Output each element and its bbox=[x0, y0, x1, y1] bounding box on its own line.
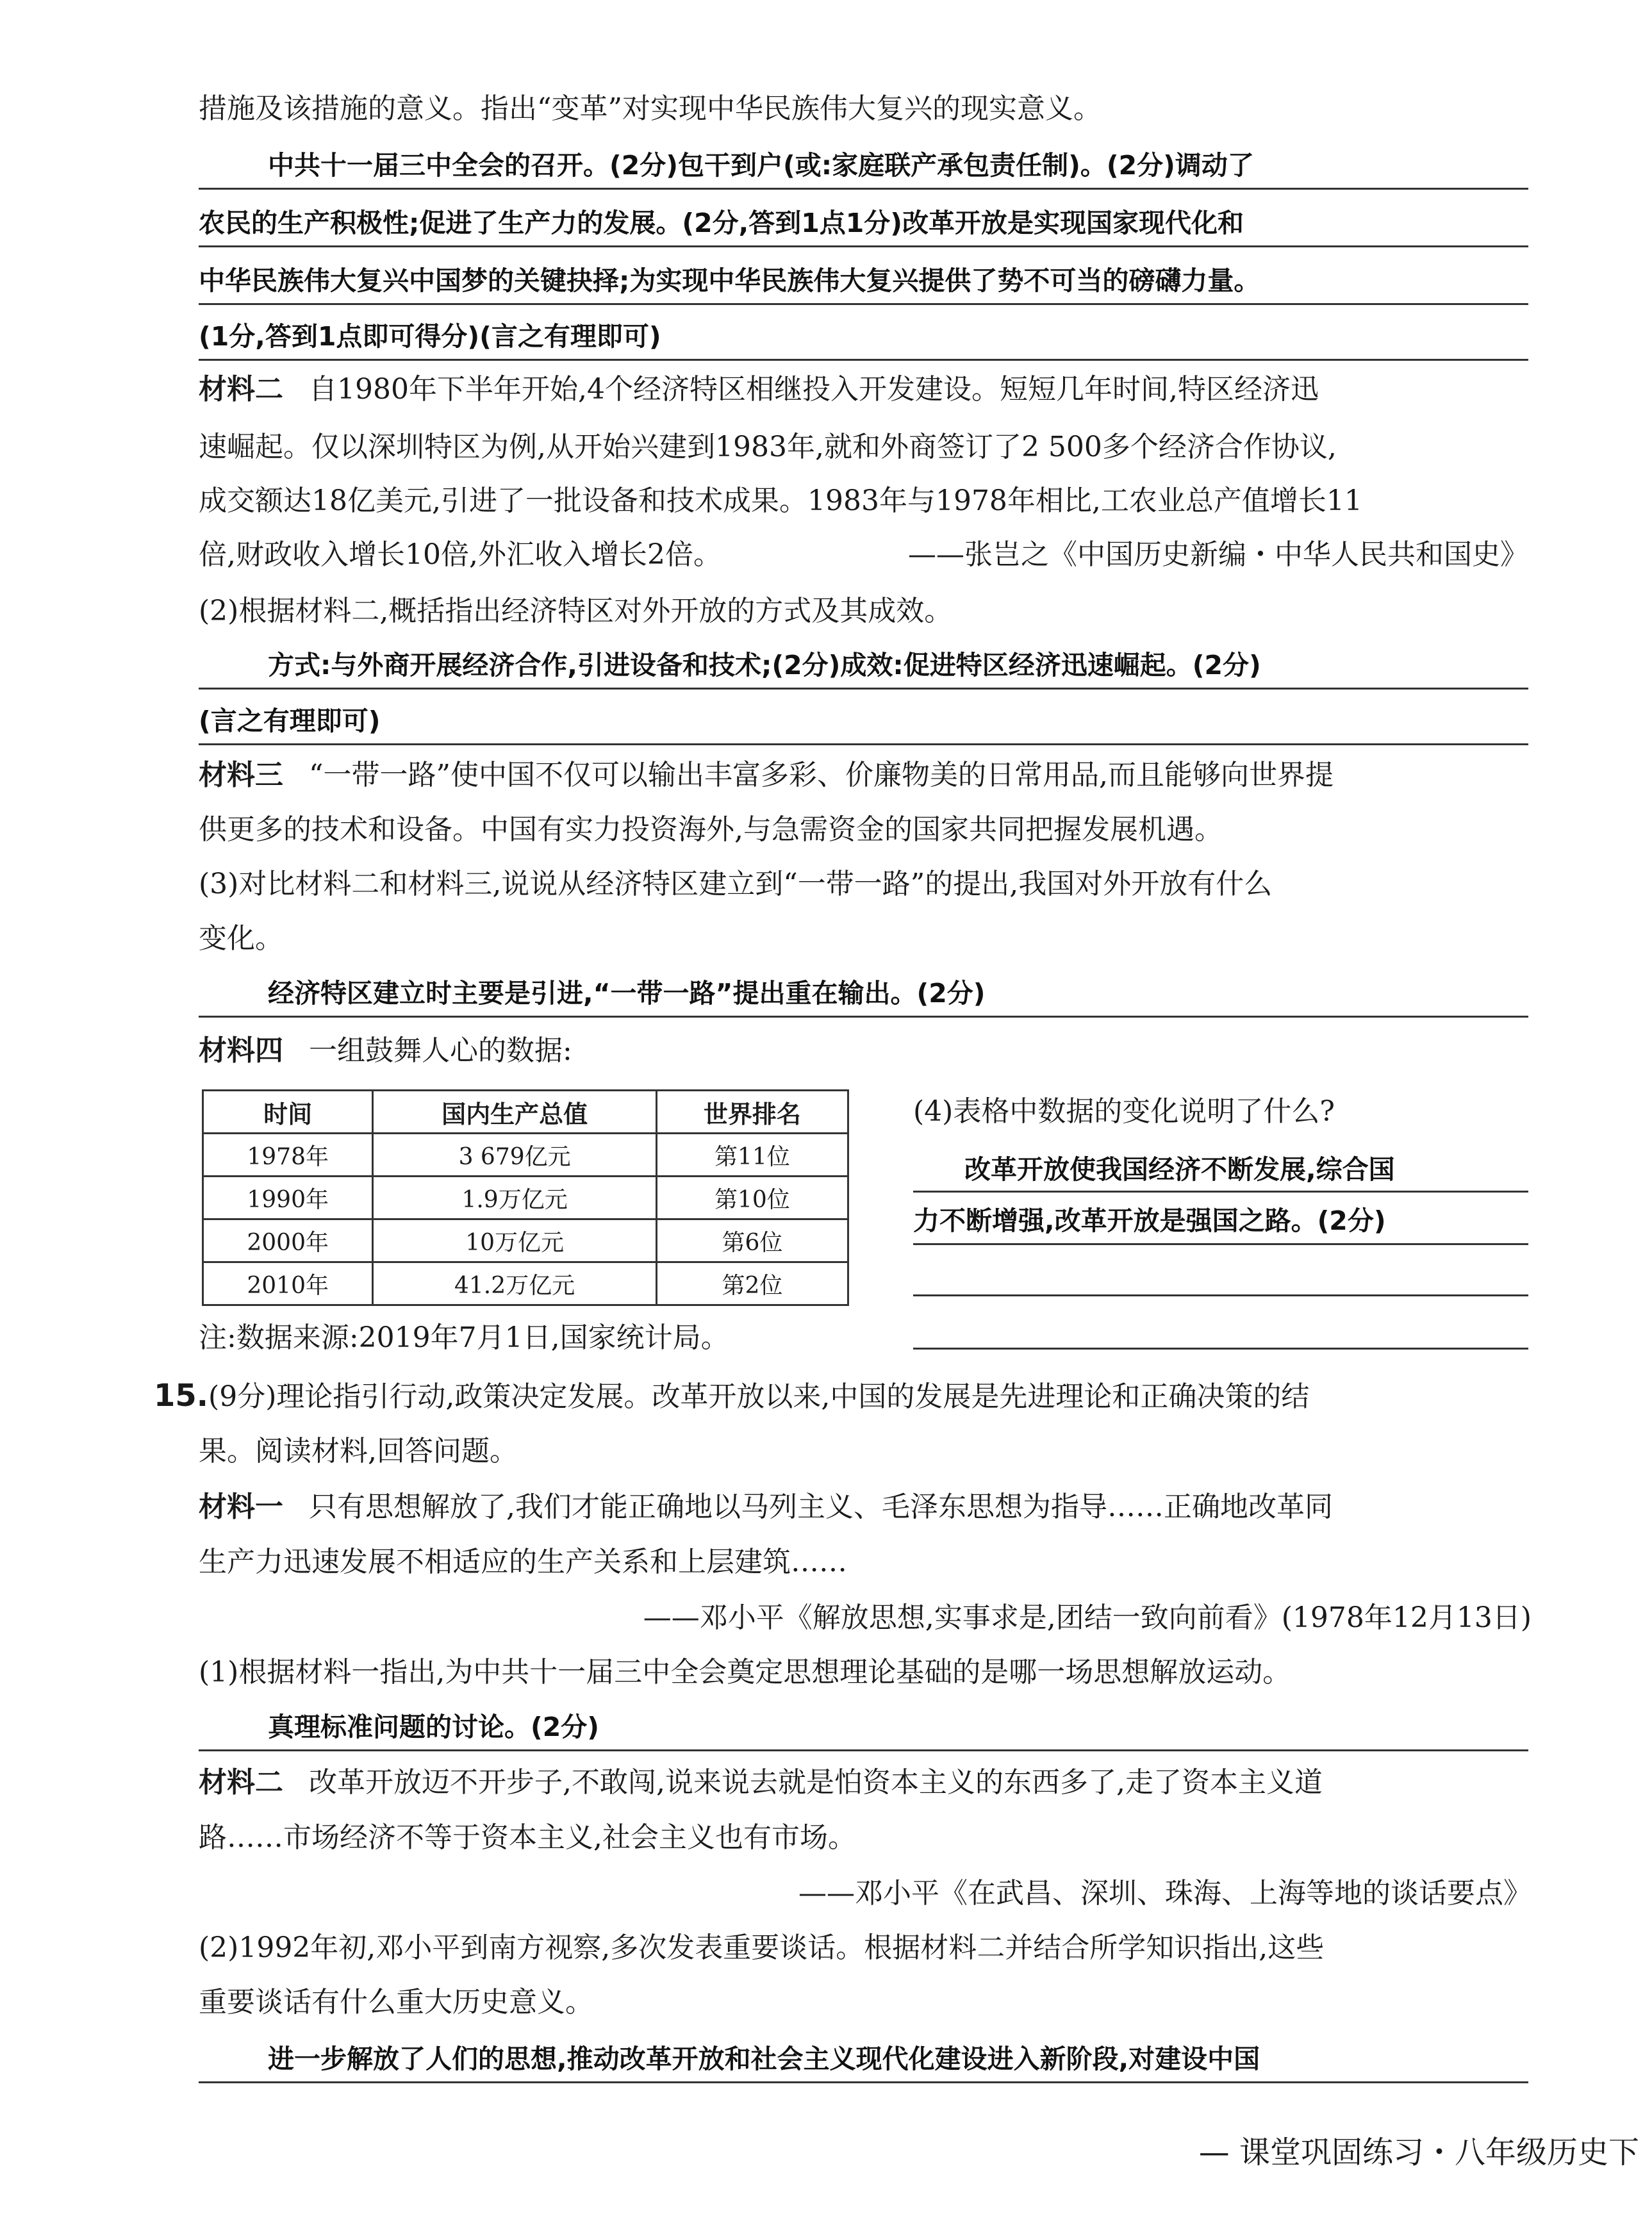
question-text: (3)对比材料二和材料三,说说从经济特区建立到“一带一路”的提出,我国对外开放有什么 bbox=[199, 868, 1273, 900]
table-cell: 3 679亿元 bbox=[373, 1134, 656, 1177]
material-label: 材料二 bbox=[199, 373, 283, 406]
table-row bbox=[203, 1177, 848, 1219]
material-two-line: 材料二 自1980年下半年开始,4个经济特区相继投入开发建设。短短几年时间,特区经济迅 bbox=[199, 373, 1319, 406]
answer-line: 农民的生产积极性;促进了生产力的发展。(2分,答到1点1分)改革开放是实现国家现代化和 bbox=[199, 208, 1244, 238]
material-text: 成交额达18亿美元,引进了一批设备和技术成果。1983年与1978年相比,工农业总产值增长11 bbox=[199, 484, 1362, 517]
answer-line: 经济特区建立时主要是引进,“一带一路”提出重在输出。(2分) bbox=[268, 978, 986, 1009]
question-15-stem: 15.(9分)理论指引行动,政策决定发展。改革开放以来,中国的发展是先进理论和正确决策的结 bbox=[154, 1378, 1310, 1414]
question-text: 果。阅读材料,回答问题。 bbox=[199, 1435, 518, 1467]
answer-rule bbox=[199, 359, 1528, 361]
table-cell: 1978年 bbox=[203, 1134, 373, 1177]
answer-rule bbox=[199, 743, 1528, 745]
material-text: 生产力迅速发展不相适应的生产关系和上层建筑…… bbox=[199, 1546, 847, 1578]
gdp-data-table bbox=[202, 1089, 849, 1306]
question-text: 重要谈话有什么重大历史意义。 bbox=[199, 1986, 593, 2019]
answer-rule bbox=[199, 188, 1528, 190]
material-two-line-q15: 材料二 改革开放迈不开步子,不敢闯,说来说去就是怕资本主义的东西多了,走了资本主义道 bbox=[199, 1766, 1323, 1799]
answer-line: 改革开放使我国经济不断发展,综合国 bbox=[964, 1154, 1395, 1185]
page-footer: — 课堂巩固练习・八年级历史下 bbox=[1198, 2135, 1639, 2170]
question-text: (2)根据材料二,概括指出经济特区对外开放的方式及其成效。 bbox=[199, 595, 953, 627]
question-text: (2)1992年初,邓小平到南方视察,多次发表重要谈话。根据材料二并结合所学知识指出,这些 bbox=[199, 1931, 1325, 1964]
material-text: 速崛起。仅以深圳特区为例,从开始兴建到1983年,就和外商签订了2 500多个经济合作协议, bbox=[199, 431, 1337, 463]
answer-rule bbox=[199, 245, 1528, 247]
table-cell: 1990年 bbox=[203, 1177, 373, 1219]
material-text: 倍,财政收入增长10倍,外汇收入增长2倍。 ——张岂之《中国历史新编・中华人民共和国史》 bbox=[199, 536, 1532, 574]
table-row bbox=[203, 1262, 848, 1305]
question-text: (4)表格中数据的变化说明了什么? bbox=[913, 1095, 1335, 1128]
answer-rule bbox=[913, 1294, 1528, 1296]
answer-line: (1分,答到1点即可得分)(言之有理即可) bbox=[199, 321, 661, 352]
material-label: 材料三 bbox=[199, 759, 283, 791]
material-label: 材料一 bbox=[199, 1491, 283, 1523]
answer-rule bbox=[199, 688, 1528, 690]
material-label: 材料四 bbox=[199, 1034, 283, 1067]
material-source: ——邓小平《在武昌、深圳、珠海、上海等地的谈话要点》 bbox=[798, 1877, 1532, 1910]
answer-line: 真理标准问题的讨论。(2分) bbox=[268, 1712, 600, 1742]
answer-rule bbox=[913, 1191, 1528, 1193]
table-header: 时间 bbox=[203, 1091, 373, 1134]
answer-rule bbox=[199, 303, 1528, 305]
table-note: 注:数据来源:2019年7月1日,国家统计局。 bbox=[199, 1321, 729, 1354]
table-cell: 10万亿元 bbox=[373, 1219, 656, 1262]
table-cell: 2000年 bbox=[203, 1219, 373, 1262]
answer-line: 中华民族伟大复兴中国梦的关键抉择;为实现中华民族伟大复兴提供了势不可当的磅礴力量。 bbox=[199, 265, 1260, 296]
material-text: 供更多的技术和设备。中国有实力投资海外,与急需资金的国家共同把握发展机遇。 bbox=[199, 813, 1223, 846]
table-cell: 1.9万亿元 bbox=[373, 1177, 656, 1219]
question-text: 变化。 bbox=[199, 922, 283, 955]
table-cell: 第6位 bbox=[656, 1219, 848, 1262]
table-cell: 第11位 bbox=[656, 1134, 848, 1177]
table-cell: 41.2万亿元 bbox=[373, 1262, 656, 1305]
material-one-line: 材料一 只有思想解放了,我们才能正确地以马列主义、毛泽东思想为指导……正确地改革同 bbox=[199, 1491, 1333, 1523]
answer-rule bbox=[199, 2081, 1528, 2083]
answer-line: 方式:与外商开展经济合作,引进设备和技术;(2分)成效:促进特区经济迅速崛起。(2分) bbox=[268, 650, 1261, 681]
material-source: ——邓小平《解放思想,实事求是,团结一致向前看》(1978年12月13日) bbox=[643, 1601, 1532, 1634]
table-cell: 第2位 bbox=[656, 1262, 848, 1305]
question-text: (1)根据材料一指出,为中共十一届三中全会奠定思想理论基础的是哪一场思想解放运动。 bbox=[199, 1656, 1291, 1689]
question-prompt-end: 措施及该措施的意义。指出“变革”对实现中华民族伟大复兴的现实意义。 bbox=[199, 92, 1102, 125]
table-row bbox=[203, 1134, 848, 1177]
table-cell: 第10位 bbox=[656, 1177, 848, 1219]
answer-line: 中共十一届三中全会的召开。(2分)包干到户(或:家庭联产承包责任制)。(2分)调动了 bbox=[268, 150, 1254, 181]
material-four-line: 材料四 一组鼓舞人心的数据: bbox=[199, 1034, 572, 1067]
answer-rule bbox=[199, 1749, 1528, 1751]
answer-rule bbox=[199, 1016, 1528, 1018]
material-label: 材料二 bbox=[199, 1766, 283, 1799]
question-number: 15. bbox=[154, 1378, 209, 1414]
table-cell: 2010年 bbox=[203, 1262, 373, 1305]
answer-line: 力不断增强,改革开放是强国之路。(2分) bbox=[913, 1205, 1386, 1236]
material-text: 路……市场经济不等于资本主义,社会主义也有市场。 bbox=[199, 1821, 856, 1854]
answer-rule bbox=[913, 1243, 1528, 1245]
material-source: ——张岂之《中国历史新编・中华人民共和国史》 bbox=[908, 538, 1528, 571]
table-header: 国内生产总值 bbox=[373, 1091, 656, 1134]
answer-line: (言之有理即可) bbox=[199, 706, 381, 736]
material-three-line: 材料三 “一带一路”使中国不仅可以输出丰富多彩、价廉物美的日常用品,而且能够向世界提 bbox=[199, 759, 1334, 791]
table-row bbox=[203, 1219, 848, 1262]
answer-line: 进一步解放了人们的思想,推动改革开放和社会主义现代化建设进入新阶段,对建设中国 bbox=[268, 2044, 1260, 2074]
table-header: 世界排名 bbox=[656, 1091, 848, 1134]
